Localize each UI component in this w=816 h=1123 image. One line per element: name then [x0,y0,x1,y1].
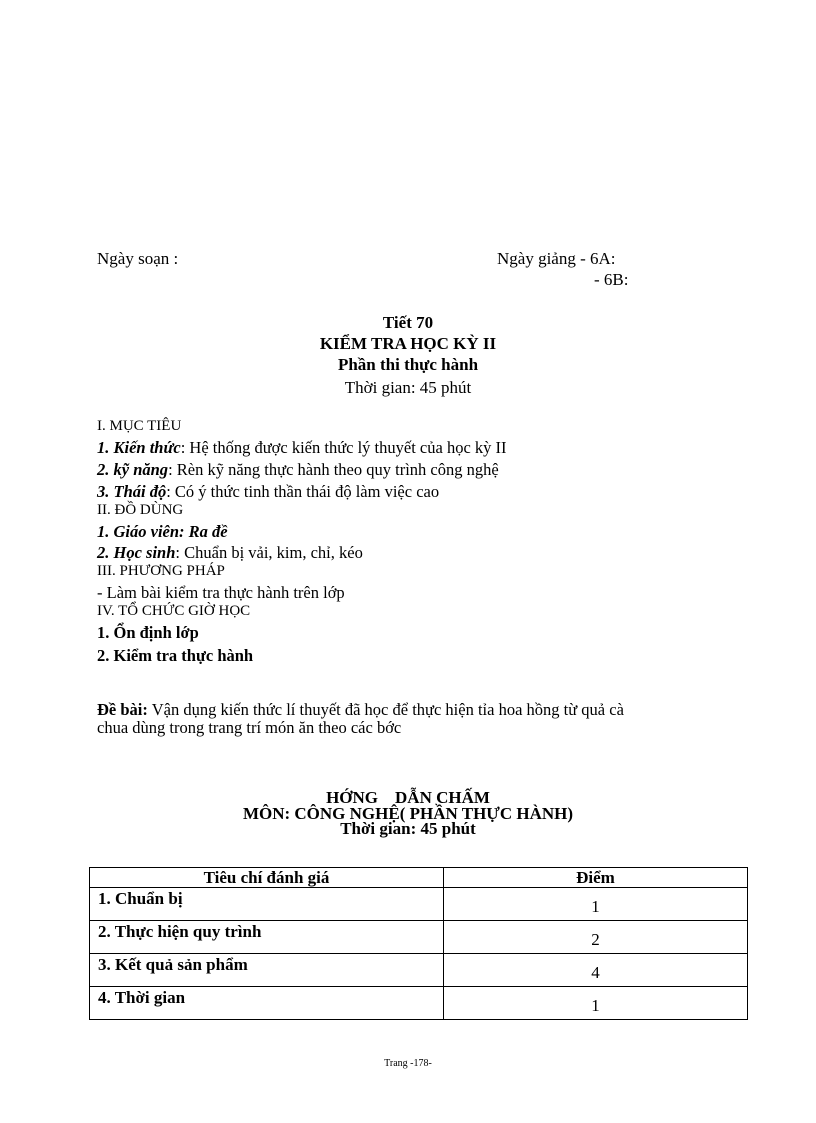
score-cell: 4 [444,954,748,987]
knowledge-text: : Hệ thống được kiến thức lý thuyết của học kỳ II [180,438,507,457]
table-row [90,954,748,987]
teach-date-label: Ngày giảng - 6A: [497,249,616,268]
page-number: Trang -178- [384,1058,432,1069]
criteria-column-header: Tiêu chí đánh giá [90,868,444,888]
exam-duration: Thời gian: 45 phút [344,378,472,397]
table-row [90,888,748,921]
student-line [97,543,363,563]
score-column-header: Điểm [444,868,748,888]
materials-heading: II. ĐỒ DÙNG [97,502,184,518]
grading-duration: Thời gian: 45 phút [340,819,476,838]
score-cell: 2 [444,921,748,954]
grading-subject: MÔN: CÔNG NGHỆ( PHẦN THỰC HÀNH) [242,804,574,823]
student-label: 2. Học sinh [97,543,176,562]
lesson-title: Tiết 70 [382,313,434,332]
score-cell: 1 [444,888,748,921]
table-row [90,987,748,1020]
table-row [90,921,748,954]
teach-date-6b: - 6B: [594,270,629,289]
skills-text: : Rèn kỹ năng thực hành theo quy trình công nghệ [168,460,499,479]
knowledge-line [97,438,507,458]
organization-heading: IV. TỔ CHỨC GIỜ HỌC [97,603,251,619]
objectives-heading: I. MỤC TIÊU [97,418,182,434]
assignment-label: Đề bài: [97,700,148,719]
step-1: 1. Ổn định lớp [97,623,199,642]
criteria-cell: 1. Chuẩn bị [90,888,444,921]
attitude-line [97,482,439,502]
exam-title: KIỂM TRA HỌC KỲ II [319,334,497,353]
teacher-line: 1. Giáo viên: Ra đề [97,522,228,541]
assignment-line-1 [97,700,624,720]
student-text: : Chuẩn bị vải, kim, chỉ, kéo [175,543,363,562]
attitude-label: 3. Thái độ [97,482,167,501]
skills-line [97,460,499,480]
assignment-line-2: chua dùng trong trang trí món ăn theo các bớc [97,718,402,737]
criteria-cell: 3. Kết quả sản phẩm [90,954,444,987]
grading-title: HỚNG DẪN CHẤM [326,788,490,807]
score-cell: 1 [444,987,748,1020]
method-heading: III. PHƯƠNG PHÁP [97,563,225,579]
table-header-row [90,868,748,888]
attitude-text: : Có ý thức tinh thần thái độ làm việc cao [166,482,440,501]
criteria-cell: 2. Thực hiện quy trình [90,921,444,954]
exam-part: Phần thi thực hành [337,355,479,374]
method-text: - Làm bài kiểm tra thực hành trên lớp [97,583,345,602]
criteria-cell: 4. Thời gian [90,987,444,1020]
skills-label: 2. kỹ năng [97,460,169,479]
assignment-text-1: Vận dụng kiến thức lí thuyết đã học để thực hiện tỉa hoa hồng từ quả cà [147,700,624,719]
step-2: 2. Kiểm tra thực hành [97,646,254,665]
knowledge-label: 1. Kiến thức [97,438,181,457]
grading-table [89,867,748,1020]
prep-date-label: Ngày soạn : [97,249,179,268]
